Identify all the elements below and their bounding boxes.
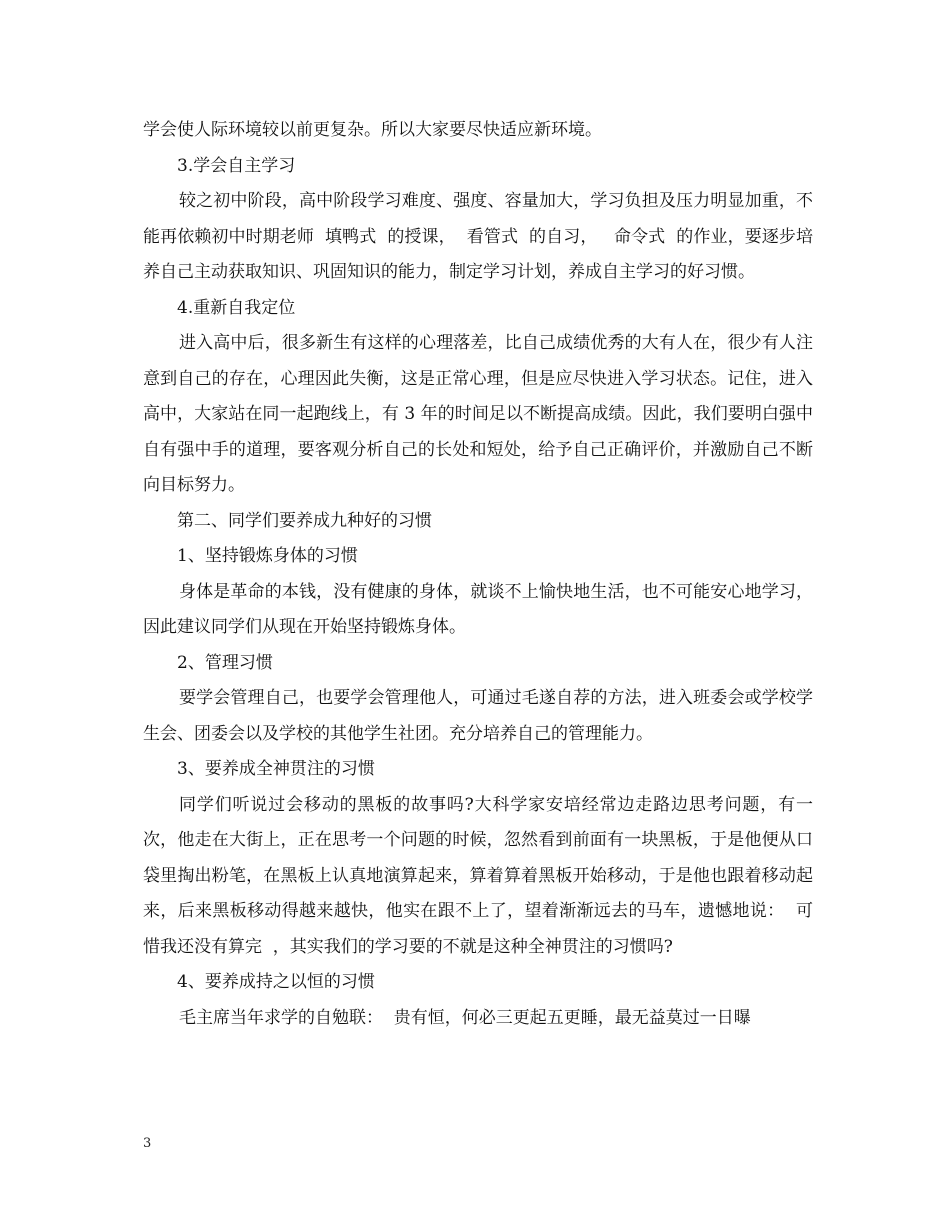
paragraph-continuation: 学会使人际环境较以前更复杂。所以大家要尽快适应新环境。 [143, 120, 602, 140]
section-heading: 4.重新自我定位 [177, 297, 296, 318]
body-paragraph: 身体是革命的本钱，没有健康的身体，就谈不上愉快地生活，也不可能安心地学习，因此建议同学们从现在开始坚持锻炼身体。 [143, 581, 813, 637]
section-heading: 第二、同学们要养成九种好的习惯 [177, 510, 432, 531]
body-paragraph: 毛主席当年求学的自勉联： 贵有恒，何必三更起五更睡，最无益莫过一日曝 [179, 1007, 751, 1028]
section-heading: 3、要养成全神贯注的习惯 [177, 759, 375, 779]
body-paragraph: 同学们听说过会移动的黑板的故事吗?大科学家安培经常边走路边思考问题，有一次，他走在大街上，正在思考一个问题的时候，忽然看到前面有一块黑板，于是他便从口袋里掏出粉笔，在黑板上认真地演算起来，算着算着黑板开始移动，于是他也跟着移动起来，后来黑板移动得越来越快，他实在跟不上了，望着渐渐远去的马车，遗憾地说： 可惜我还没有算完 ，其实我们的学习要的不就是这种全神贯注的习惯吗? [143, 794, 813, 957]
page-number: 3 [143, 1136, 152, 1151]
section-heading: 3.学会自主学习 [177, 155, 296, 176]
document-body [143, 113, 813, 1036]
body-paragraph: 进入高中后，很多新生有这样的心理落差，比自己成绩优秀的大有人在，很少有人注意到自己的存在，心理因此失衡，这是正常心理，但是应尽快进入学习状态。记住，进入高中，大家站在同一起跑线上，有 3 年的时间足以不断提高成绩。因此，我们要明白强中自有强中手的道理，要客观分析自己的长处和短处，给予自己正确评价，并激励自己不断向目标努力。 [143, 333, 813, 495]
body-paragraph: 较之初中阶段，高中阶段学习难度、强度、容量加大，学习负担及压力明显加重，不能再依赖初中时期老师 填鸭式 的授课， 看管式 的自习， 命令式 的作业，要逐步培养自己主动获取知识、巩固知识的能力，制定学习计划，养成自主学习的好习惯。 [143, 191, 813, 282]
section-heading: 4、要养成持之以恒的习惯 [177, 972, 375, 992]
section-heading: 2、管理习惯 [177, 652, 273, 673]
section-heading: 1、坚持锻炼身体的习惯 [177, 546, 358, 566]
body-paragraph: 要学会管理自己，也要学会管理他人，可通过毛遂自荐的方法，进入班委会或学校学生会、团委会以及学校的其他学生社团。充分培养自己的管理能力。 [143, 688, 813, 744]
